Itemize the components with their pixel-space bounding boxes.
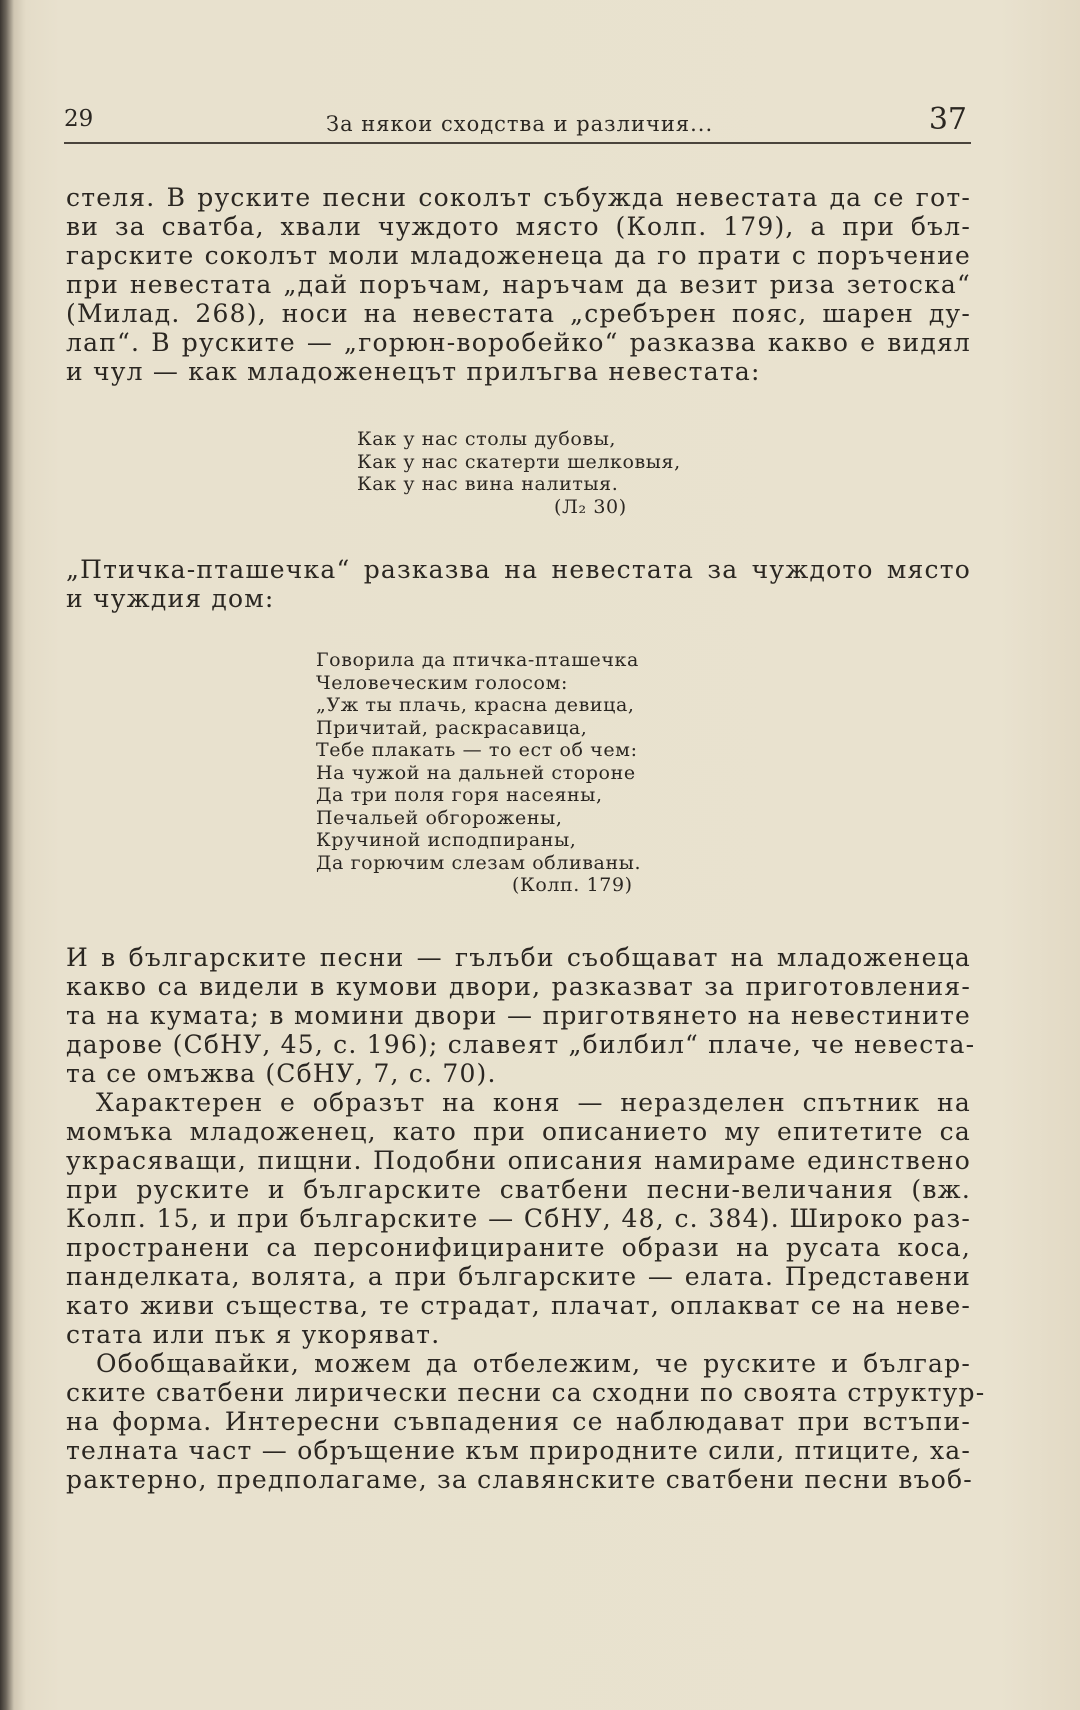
text-line: при невестата „дай поръчам, наръчам да везит риза зетоска“ [66,270,971,299]
paragraph-5 [66,1349,986,1494]
text-line: „Птичка-пташечка“ разказва на невестата за чуждото място [66,555,971,584]
verse-line: Тебе плакать — то ест об чем: [316,739,638,761]
verse-source: (Колп. 179) [512,874,633,896]
text-line: пространени са персонифицираните образи на русата коса, [66,1233,971,1262]
text-line: при руските и българските сватбени песни-величания (вж. [66,1175,971,1204]
verse-line: На чужой на дальней стороне [316,761,636,784]
text-line: и чул — как младоженецът прилъгва невестата: [66,357,761,386]
running-title: За някои сходства и различия... [326,112,714,136]
text-line: та на кумата; в момини двори — приготвянето на невестините [66,1001,971,1030]
text-line: Обобщавайки, можем да отбележим, че руските и българ- [96,1349,971,1378]
text-line: ските сватбени лирически песни са сходни по своята структур- [66,1378,986,1407]
text-line: панделката, волята, а при българските — елата. Представени [66,1262,971,1291]
text-line: и чуждия дом: [66,584,275,613]
text-line: дарове (СбНУ, 45, с. 196); славеят „билбил“ плаче, че невеста- [66,1030,976,1059]
verse-line: Причитай, раскрасавица, [316,716,588,739]
text-line: И в българските песни — гълъби съобщават на младоженеца [66,943,971,972]
paragraph-3 [66,943,976,1088]
verse-source: (Л₂ 30) [554,495,627,518]
verse-line: Печальей обгорожены, [316,806,563,829]
text-line: ви за сватба, хвали чуждото място (Колп. 179), а при бъл- [66,212,971,241]
page-number: 37 [928,102,967,137]
verse-line: Как у нас скатерти шелковыя, [357,450,681,473]
text-line: украсяващи, пищни. Подобни описания намираме единствено [66,1146,971,1175]
paragraph-2 [66,555,971,613]
verse-line: „Уж ты плачь, красна девица, [316,694,635,716]
verse-line: Кручиной исподпираны, [316,829,577,851]
text-line: какво са видели в кумови двори, разказват за приготовления- [66,972,971,1001]
signature-mark: 29 [64,106,94,132]
verse-line: Человеческим голосом: [316,671,568,694]
text-line: та се омъжва (СбНУ, 7, с. 70). [66,1059,497,1088]
verse-line: Говорила да птичка-пташечка [316,649,639,671]
paragraph-1 [66,183,971,386]
text-line: (Милад. 268), носи на невестата „сребърен пояс, шарен ду- [66,299,971,328]
text-line: момъка младоженец, като при описанието му епитетите са [66,1117,971,1146]
verse-quote-2 [316,649,641,897]
text-line: Характерен е образът на коня — неразделен спътник на [96,1088,971,1117]
text-line: телната част — обръщение към природните сили, птиците, ха- [66,1436,971,1465]
verse-quote-1 [357,428,681,518]
text-line: лап“. В руските — „горюн-воробейко“ разказва какво е видял [66,328,971,357]
text-line: на форма. Интересни съвпадения се наблюдават при встъпи- [66,1407,971,1436]
running-header [64,102,971,144]
text-line: като живи същества, те страдат, плачат, оплакват се на неве- [66,1291,971,1320]
text-line: Колп. 15, и при българските — СбНУ, 48, с. 384). Широко раз- [66,1204,971,1233]
paragraph-4 [66,1088,971,1349]
verse-line: Да горючим слезам обливаны. [316,851,642,874]
verse-line: Как у нас столы дубовы, [357,428,617,450]
verse-line: Да три поля горя насеяны, [316,784,603,806]
text-line: стеля. В руските песни соколът събужда невестата да се гот- [66,183,971,212]
text-line: гарските соколът моли младоженеца да го прати с поръчение [66,241,971,270]
verse-line: Как у нас вина налитыя. [357,473,619,495]
text-line: рактерно, предполагаме, за славянските сватбени песни въоб- [66,1465,973,1494]
text-line: стата или пък я укоряват. [66,1320,441,1349]
